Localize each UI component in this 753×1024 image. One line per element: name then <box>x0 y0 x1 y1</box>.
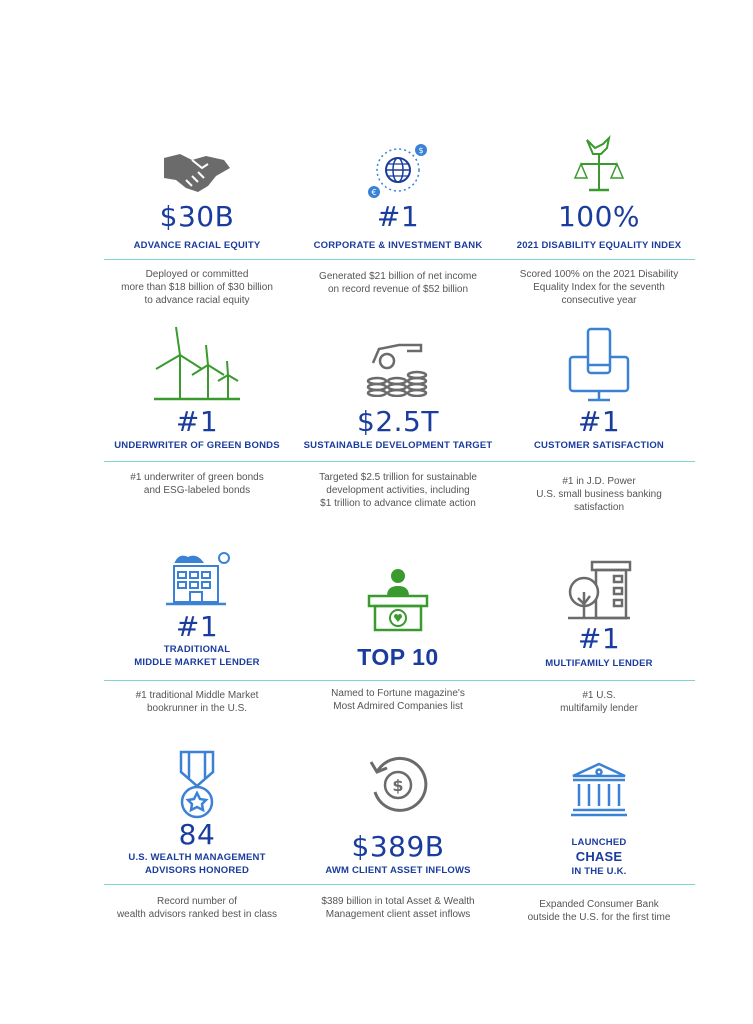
stat-label: AWM CLIENT ASSET INFLOWS <box>325 865 471 876</box>
person-podium-icon <box>363 566 433 636</box>
svg-text:$: $ <box>392 776 404 795</box>
stat-label: LAUNCHED CHASE IN THE U.K. <box>571 837 627 877</box>
stat-description: #1 in J.D. Power U.S. small business banking satisfaction <box>536 476 662 513</box>
dove-scales-icon <box>569 134 629 196</box>
stat-value: #1 <box>175 405 219 438</box>
wind-turbines-icon <box>152 325 242 403</box>
stat-value: TOP 10 <box>357 644 439 670</box>
divider <box>104 461 695 462</box>
stat-value: $2.5T <box>357 405 439 438</box>
stat-description: Expanded Consumer Bank outside the U.S. for the first time <box>527 899 671 923</box>
stat-value: $30B <box>159 200 235 233</box>
stat-value: $389B <box>351 830 445 863</box>
svg-text:€: € <box>371 188 377 197</box>
stat-value: #1 <box>577 405 621 438</box>
globe-currency-icon <box>363 142 433 200</box>
stat-label: MULTIFAMILY LENDER <box>545 658 653 669</box>
divider <box>104 680 695 681</box>
stat-label: SUSTAINABLE DEVELOPMENT TARGET <box>303 440 493 451</box>
stat-description: Scored 100% on the 2021 Disability Equality Index for the seventh consecutive year <box>519 269 679 306</box>
dollar-cycle-icon <box>365 752 431 818</box>
stat-label: CUSTOMER SATISFACTION <box>534 440 664 451</box>
stat-label: CORPORATE & INVESTMENT BANK <box>313 240 483 251</box>
stat-value: 84 <box>178 818 216 851</box>
apartment-tree-icon <box>564 560 634 620</box>
monitor-phone-icon <box>564 327 634 403</box>
stat-label: UNDERWRITER OF GREEN BONDS <box>114 440 280 451</box>
stat-value: 100% <box>557 200 641 233</box>
stat-description: Record number of wealth advisors ranked best in class <box>116 896 278 920</box>
stat-description: #1 underwriter of green bonds and ESG-labeled bonds <box>130 472 264 496</box>
stat-label: U.S. WEALTH MANAGEMENT ADVISORS HONORED <box>128 852 266 876</box>
divider <box>104 259 695 260</box>
svg-text:$: $ <box>418 146 424 155</box>
stat-description: Targeted $2.5 trillion for sustainable development activities, including $1 trillion to advance climate action <box>319 472 477 509</box>
hand-coins-icon <box>363 337 433 397</box>
handshake-icon <box>162 150 232 195</box>
stat-value: #1 <box>577 622 621 655</box>
stat-value: #1 <box>175 610 219 643</box>
stat-description: Deployed or committed more than $18 billion of $30 billion to advance racial equity <box>121 269 273 306</box>
stat-description: #1 traditional Middle Market bookrunner in the U.S. <box>135 690 259 714</box>
stat-description: Generated $21 billion of net income on record revenue of $52 billion <box>319 271 477 295</box>
stat-label: TRADITIONAL MIDDLE MARKET LENDER <box>134 644 260 668</box>
factory-icon <box>162 550 232 608</box>
stat-label: 2021 DISABILITY EQUALITY INDEX <box>516 240 682 251</box>
stat-label: ADVANCE RACIAL EQUITY <box>133 240 261 251</box>
divider <box>104 884 695 885</box>
stat-description: #1 U.S. multifamily lender <box>560 690 638 714</box>
medal-icon <box>167 750 227 822</box>
stat-description: $389 billion in total Asset & Wealth Management client asset inflows <box>321 896 475 920</box>
bank-building-icon <box>569 762 629 818</box>
stat-value: #1 <box>376 200 420 233</box>
stat-description: Named to Fortune magazine's Most Admired Companies list <box>331 688 465 712</box>
